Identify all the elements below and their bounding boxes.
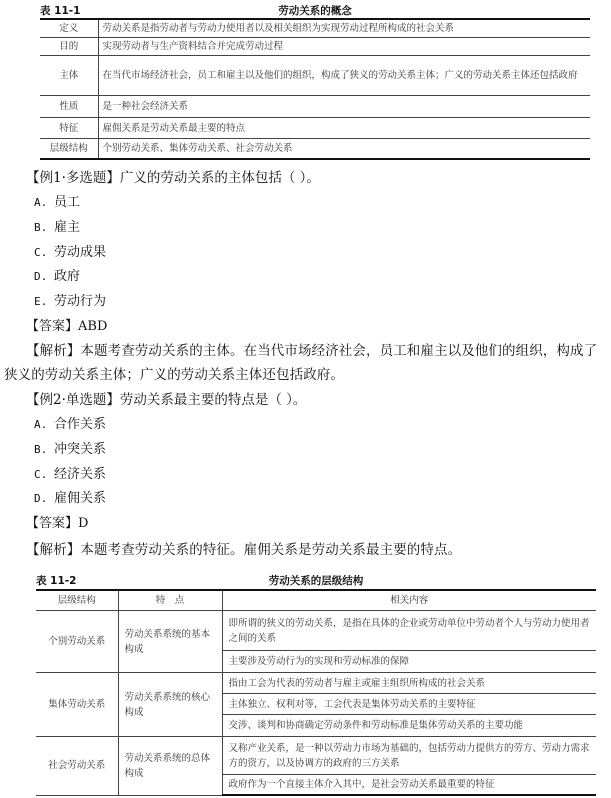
option-text: 经济关系 [54, 467, 107, 482]
q2-option-d [34, 490, 106, 508]
q1-analysis [4, 339, 608, 387]
option-text: 雇佣关系 [54, 491, 107, 506]
content-cell: 主要涉及劳动行为的实现和劳动标准的保障 [222, 651, 596, 673]
answer-label: 【答案】 [26, 319, 79, 334]
option-letter: A. [34, 196, 48, 209]
q2-option-c [34, 466, 106, 484]
q1-answer [26, 318, 107, 336]
answer-label: 【答案】 [26, 516, 79, 531]
row-value: 雇佣关系是劳动关系最主要的特点 [98, 118, 590, 139]
feature-cell: 劳动关系系统的总体构成 [118, 737, 222, 796]
option-letter: A. [34, 418, 48, 431]
concept-table [40, 18, 590, 160]
table-row [40, 118, 590, 139]
feature-cell: 劳动关系系统的基本构成 [118, 611, 222, 673]
table-row [40, 56, 590, 96]
content-cell: 主体独立、权利对等，工会代表是集体劳动关系的主要特征 [222, 694, 596, 715]
content-cell: 又称产业关系，是一种以劳动力市场为基础的，包括劳动力提供方的劳方、劳动力需求方的资方，以及协调方的政府的三方关系 [222, 737, 596, 775]
row-key: 目的 [40, 38, 98, 56]
option-letter: B. [34, 443, 48, 456]
option-text: 劳动行为 [54, 294, 107, 309]
option-letter: B. [34, 221, 48, 234]
row-value: 是一种社会经济关系 [98, 96, 590, 118]
row-value: 在当代市场经济社会，员工和雇主以及他们的组织，构成了狭义的劳动关系主体；广义的劳动关系主体还包括政府 [98, 56, 590, 96]
row-key: 层级结构 [40, 139, 98, 159]
row-key: 特征 [40, 118, 98, 139]
table1-caption [40, 2, 590, 18]
q2-option-b [34, 441, 106, 459]
answer-value: D [78, 516, 89, 531]
column-header: 特 点 [118, 590, 222, 611]
q2-option-a [34, 416, 106, 434]
level-cell: 个别劳动关系 [36, 611, 118, 673]
row-key: 性质 [40, 96, 98, 118]
content-cell: 指由工会为代表的劳动者与雇主或雇主组织所构成的社会关系 [222, 673, 596, 694]
option-text: 合作关系 [54, 417, 107, 432]
table2-title: 劳动关系的层级结构 [268, 575, 364, 587]
option-letter: C. [34, 468, 48, 481]
option-text: 员工 [54, 195, 81, 210]
row-key: 定义 [40, 19, 98, 38]
q1-option-c [34, 244, 106, 262]
q1-title: 【例1·多选题】广义的劳动关系的主体包括（ ）。 [26, 170, 320, 186]
table-row [36, 737, 596, 775]
structure-table [36, 589, 596, 796]
answer-value: ABD [78, 319, 108, 334]
option-text: 冲突关系 [54, 442, 107, 457]
option-letter: E. [34, 295, 48, 308]
row-value: 劳动关系是指劳动者与劳动力使用者以及相关组织为实现劳动过程所构成的社会关系 [98, 19, 590, 38]
option-text: 雇主 [54, 220, 81, 235]
table-row [36, 611, 596, 651]
analysis-label: 【解析】 [26, 542, 81, 558]
table2-caption [36, 572, 596, 588]
analysis-text: 本题考查劳动关系的主体。在当代市场经济社会，员工和雇主以及他们的组织，构成了狭义的劳动关系主体；广义的劳动关系主体还包括政府。 [4, 343, 598, 383]
option-letter: D. [34, 492, 48, 505]
level-cell: 社会劳动关系 [36, 737, 118, 796]
table-row [40, 96, 590, 118]
q1-option-a [34, 194, 80, 212]
row-value: 个别劳动关系、集体劳动关系、社会劳动关系 [98, 139, 590, 159]
analysis-text: 本题考查劳动关系的特征。雇佣关系是劳动关系最主要的特点。 [80, 542, 462, 558]
analysis-label: 【解析】 [26, 343, 81, 359]
level-cell: 集体劳动关系 [36, 673, 118, 737]
column-header: 相关内容 [222, 590, 596, 611]
table-row [40, 139, 590, 159]
q2-title: 【例2·单选题】劳动关系最主要的特点是（ ）。 [26, 392, 307, 408]
table1-number: 表 11-1 [40, 5, 81, 17]
table-header-row [36, 590, 596, 611]
table1-title: 劳动关系的概念 [278, 5, 352, 17]
content-cell: 即所谓的狭义的劳动关系，是指在具体的企业或劳动单位中劳动者个人与劳动力使用者之间的关系 [222, 611, 596, 651]
q2-answer [26, 515, 88, 533]
q2-analysis [4, 538, 608, 562]
option-letter: C. [34, 246, 48, 259]
option-text: 政府 [54, 269, 81, 284]
table-row [40, 19, 590, 38]
content-cell: 交涉、谈判和协商确定劳动条件和劳动标准是集体劳动关系的主要功能 [222, 715, 596, 737]
column-header: 层级结构 [36, 590, 118, 611]
q1-option-e [34, 293, 106, 311]
option-letter: D. [34, 270, 48, 283]
content-cell: 政府作为一个直接主体介入其中，是社会劳动关系最重要的特征 [222, 775, 596, 796]
q1-option-b [34, 219, 80, 237]
option-text: 劳动成果 [54, 245, 107, 260]
table-row [40, 38, 590, 56]
q1-option-d [34, 268, 80, 286]
table-row [36, 673, 596, 694]
row-value: 实现劳动者与生产资料结合并完成劳动过程 [98, 38, 590, 56]
row-key: 主体 [40, 56, 98, 96]
feature-cell: 劳动关系系统的核心构成 [118, 673, 222, 737]
table2-number: 表 11-2 [36, 575, 77, 587]
